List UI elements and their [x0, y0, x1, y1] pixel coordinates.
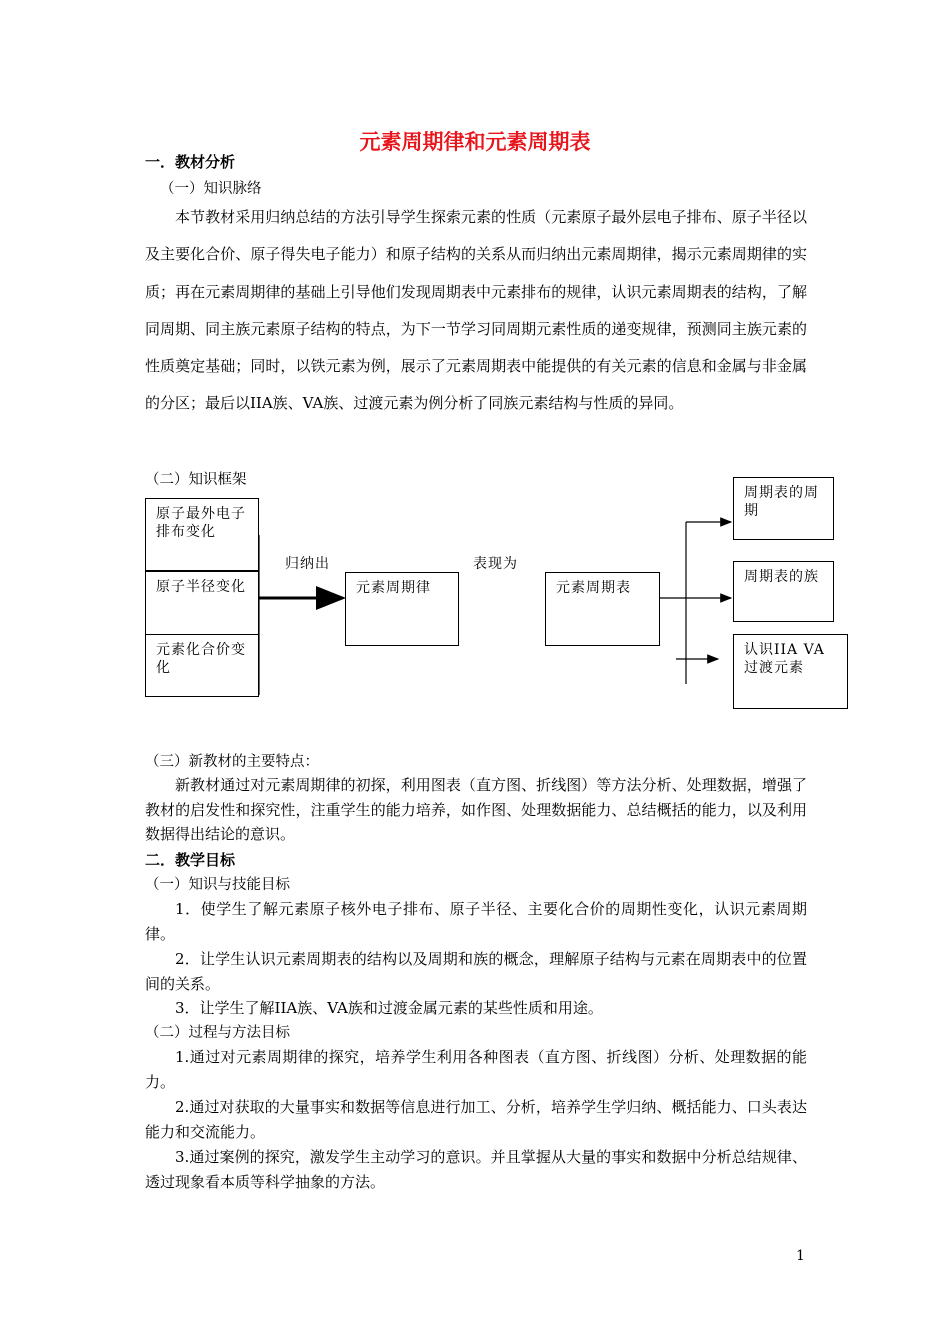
box-group: 周期表的族 — [733, 561, 834, 622]
goal-knowledge-1: 1．使学生了解元素原子核外电子排布、原子半径、主要化合价的周期性变化，认识元素周期律。 — [145, 900, 807, 943]
section2-sub1-heading: （一）知识与技能目标 — [145, 877, 290, 893]
page-title: 元素周期律和元素周期表 — [359, 130, 591, 154]
box-periodic-law: 元素周期律 — [345, 572, 459, 646]
goal-knowledge-3: 3．让学生了解IIA族、VA族和过渡金属元素的某些性质和用途。 — [175, 999, 603, 1017]
label-manifest: 表现为 — [473, 556, 518, 572]
knowledge-context-paragraph: 本节教材采用归纳总结的方法引导学生探索元素的性质（元素原子最外层电子排布、原子半径以及主要化合价、原子得失电子能力）和原子结构的关系从而归纳出元素周期律，揭示元素周期律的实质；再在元素周期律的基础上引导他们发现周期表中元素排布的规律，认识元素周期表的结构，了解同周期、同主族元素原子结构的特点，为下一节学习同周期元素性质的递变规律，预测同主族元素的性质奠定基础；同时，以铁元素为例，展示了元素周期表中能提供的有关元素的信息和金属与非金属的分区；最后以IIA族、VA族、过渡元素为例分析了同族元素结构与性质的异同。 — [145, 208, 807, 413]
section1-sub2-heading: （二）知识框架 — [145, 472, 247, 488]
section2-heading: 二．教学目标 — [145, 851, 236, 869]
box-periodic-table: 元素周期表 — [545, 572, 660, 646]
section1-sub1-heading: （一）知识脉络 — [160, 181, 262, 197]
section1-heading: 一．教材分析 — [145, 153, 236, 171]
box-valence: 元素化合价变化 — [145, 634, 259, 697]
new-textbook-paragraph: 新教材通过对元素周期律的初探，利用图表（直方图、折线图）等方法分析、处理数据，增强了教材的启发性和探究性，注重学生的能力培养，如作图、处理数据能力、总结概括的能力，以及利用数据得出结论的意识。 — [145, 776, 807, 843]
page-number: 1 — [796, 1248, 805, 1264]
label-induce: 归纳出 — [285, 556, 330, 572]
goal-process-3: 3.通过案例的探究，激发学生主动学习的意识。并且掌握从大量的事实和数据中分析总结规律、透过现象看本质等科学抽象的方法。 — [145, 1148, 807, 1191]
box-transition-elements: 认识IIA VA过渡元素 — [733, 634, 848, 709]
goal-process-2: 2.通过对获取的大量事实和数据等信息进行加工、分析，培养学生学归纳、概括能力、口头表达能力和交流能力。 — [145, 1098, 807, 1141]
box-period: 周期表的周期 — [733, 477, 834, 540]
section1-sub3-heading: （三）新教材的主要特点： — [145, 754, 319, 770]
box-outer-electron: 原子最外电子排布变化 — [145, 498, 259, 571]
box-atomic-radius: 原子半径变化 — [145, 571, 259, 635]
goal-knowledge-2: 2．让学生认识元素周期表的结构以及周期和族的概念，理解原子结构与元素在周期表中的位置间的关系。 — [145, 950, 807, 993]
goal-process-1: 1.通过对元素周期律的探究，培养学生利用各种图表（直方图、折线图）分析、处理数据的能力。 — [145, 1048, 807, 1091]
section2-sub2-heading: （二）过程与方法目标 — [145, 1025, 290, 1041]
